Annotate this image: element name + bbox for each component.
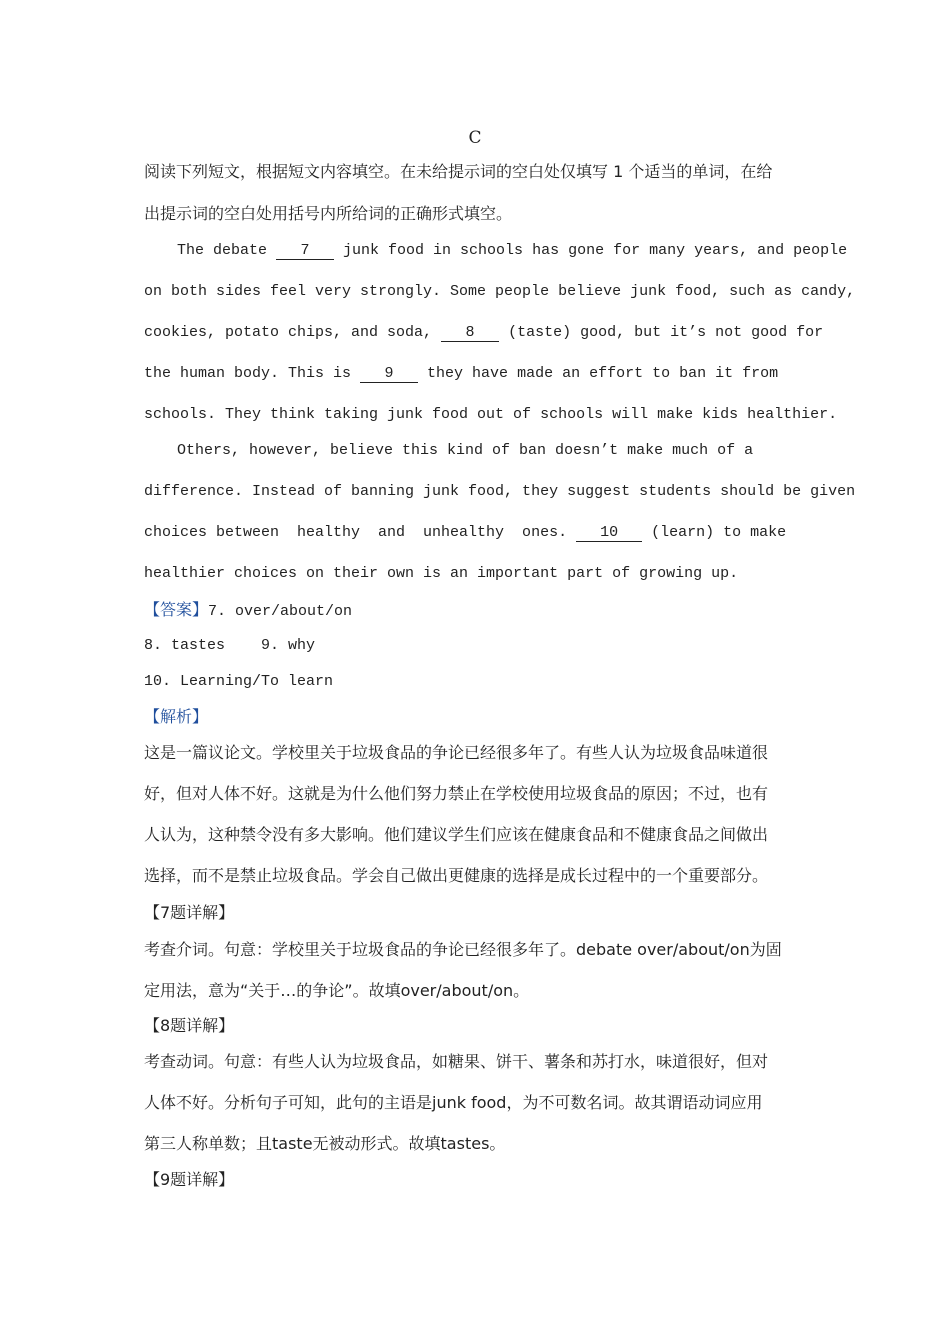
passage-line [144,323,823,343]
passage-line: healthier choices on their own is an important part of growing up. [144,565,739,582]
detail-7-line-2: 定用法，意为“关于…的争论”。故填over/about/on。 [144,981,530,1000]
passage-text: they have made an effort to ban it from [418,365,779,382]
detail-7-line-1: 考查介词。句意：学校里关于垃圾食品的争论已经很多年了。debate over/about/on为固 [144,940,782,959]
detail-8-line-2: 人体不好。分析句子可知，此句的主语是junk food，为不可数名词。故其谓语动词应用 [144,1093,763,1112]
detail-7-label: 【7题详解】 [144,903,235,922]
answer-line [144,600,352,622]
passage-text: cookies, potato chips, and soda, [144,324,442,341]
passage-text: junk food in schools has gone for many years, and people [334,242,848,259]
answer-10: 10. Learning/To learn [144,673,334,690]
analysis-line-3: 人认为，这种禁令没有多大影响。他们建议学生们应该在健康食品和不健康食品之间做出 [144,825,769,844]
answer-9: 9. why [261,637,316,654]
instructions-line-2: 出提示词的空白处用括号内所给词的正确形式填空。 [144,204,513,223]
blank-7: 7 [276,243,334,260]
passage-line [144,523,786,543]
detail-8-label: 【8题详解】 [144,1016,235,1035]
passage-text: choices between healthy and unhealthy ones. [144,524,577,541]
passage-line: schools. They think taking junk food out of schools will make kids healthier. [144,406,838,423]
answer-label: 【答案】 [144,600,209,619]
analysis-line-2: 好，但对人体不好。这就是为什么他们努力禁止在学校使用垃圾食品的原因；不过，也有 [144,784,769,803]
passage-line: Others, however, believe this kind of ban doesn’t make much of a [177,442,754,459]
analysis-line-4: 选择，而不是禁止垃圾食品。学会自己做出更健康的选择是成长过程中的一个重要部分。 [144,866,769,885]
passage-line: on both sides feel very strongly. Some people believe junk food, such as candy, [144,283,856,300]
passage-line: difference. Instead of banning junk food, they suggest students should be given [144,483,856,500]
answer-line [144,636,315,656]
passage-text: the human body. This is [144,365,361,382]
detail-9-label: 【9题详解】 [144,1170,235,1189]
blank-8: 8 [441,325,499,342]
answer-8: 8. tastes [144,637,226,654]
detail-8-line-1: 考查动词。句意：有些人认为垃圾食品，如糖果、饼干、薯条和苏打水，味道很好，但对 [144,1052,769,1071]
section-title: C [468,128,482,148]
passage-line [177,241,847,261]
analysis-label: 【解析】 [144,707,209,726]
detail-8-line-3: 第三人称单数；且taste无被动形式。故填tastes。 [144,1134,506,1153]
analysis-line-1: 这是一篇议论文。学校里关于垃圾食品的争论已经很多年了。有些人认为垃圾食品味道很 [144,743,769,762]
passage-text: (learn) to make [642,524,787,541]
passage-text: (taste) good, but it’s not good for [499,324,824,341]
instructions-line-1: 阅读下列短文，根据短文内容填空。在未给提示词的空白处仅填写 1 个适当的单词，在给 [144,162,773,181]
passage-line [144,364,778,384]
blank-9: 9 [360,366,418,383]
passage-text: The debate [177,242,277,259]
blank-10: 10 [576,525,642,542]
answer-7: 7. over/about/on [208,603,353,620]
